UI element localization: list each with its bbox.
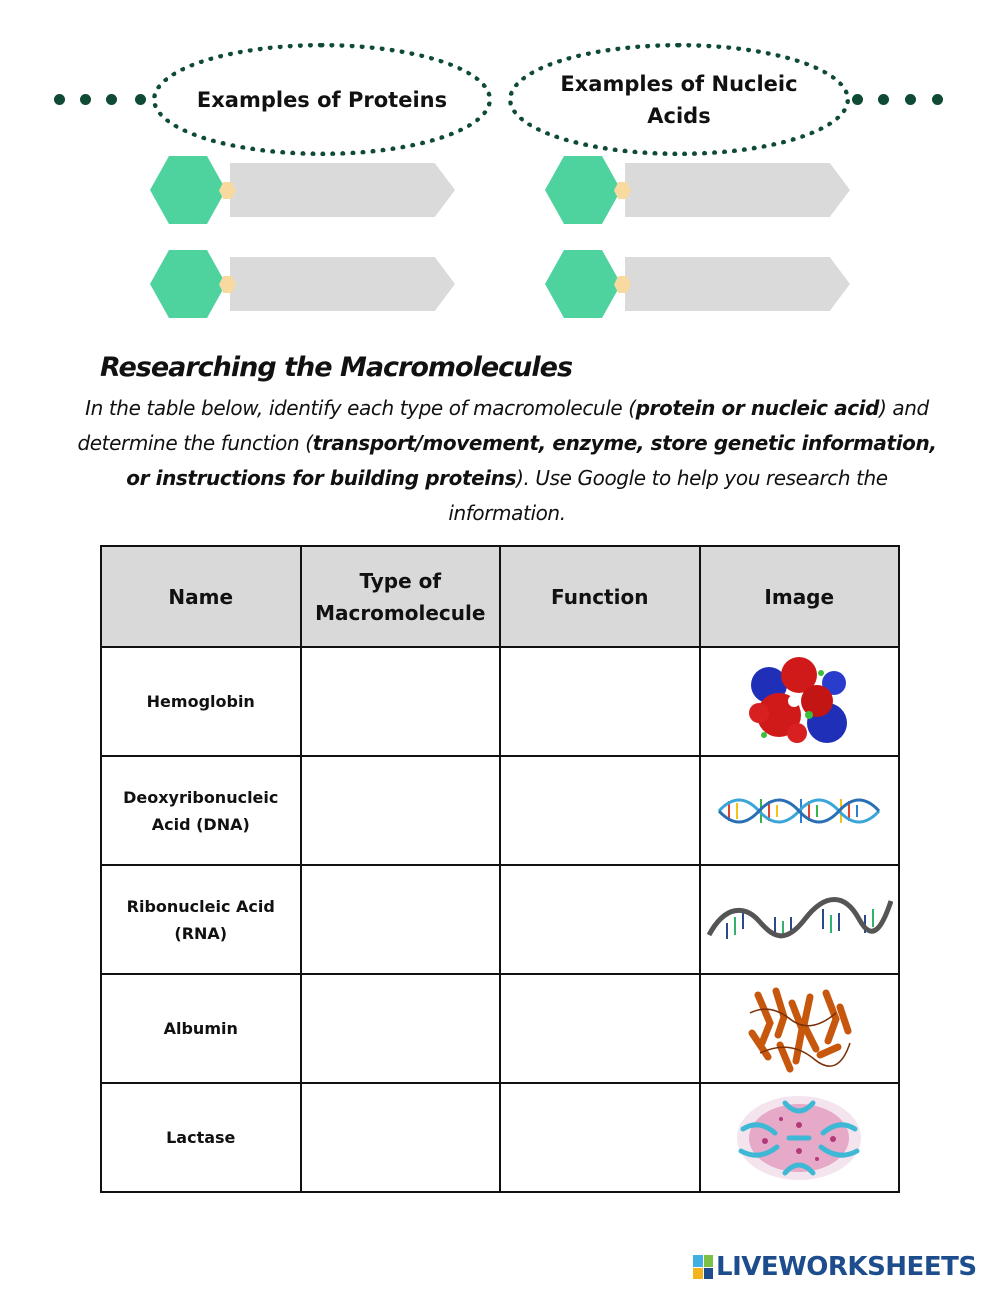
hexagon-icon [150,156,226,224]
hexagon-icon [545,250,621,318]
logo-icon [693,1255,713,1279]
section-title: Researching the Macromolecules [100,352,573,383]
function-cell[interactable] [500,647,700,756]
function-cell[interactable] [500,1083,700,1192]
decor-dot [106,94,117,105]
row-name: Lactase [101,1083,301,1192]
type-cell[interactable] [301,1083,501,1192]
image-cell [700,756,900,865]
albumin-image [740,983,858,1075]
rna-image [705,895,893,945]
protein-answer-2[interactable] [150,250,455,318]
decor-dot [878,94,889,105]
decor-dot [135,94,146,105]
image-cell [700,1083,900,1192]
type-cell[interactable] [301,974,501,1083]
nucleic-acids-oval [508,43,850,156]
image-cell [700,974,900,1083]
function-cell[interactable] [500,756,700,865]
table-header-row [101,546,899,647]
protein-answer-1[interactable] [150,156,455,224]
decor-dot [905,94,916,105]
decor-dot [852,94,863,105]
liveworksheets-logo [693,1252,977,1282]
proteins-label: Examples of Proteins [196,87,448,112]
nucleic-answer-1[interactable] [545,156,850,224]
nucleic-answer-2[interactable] [545,250,850,318]
instructions: In the table below, identify each type of macromolecule (protein or nucleic acid) and determine the function (transport/movement, enzyme, store genetic information, or instructions for building proteins). Use Google to help you research the information. [77,396,937,525]
answer-field[interactable] [230,257,455,311]
row-name: Albumin [101,974,301,1083]
row-name: Hemoglobin [101,647,301,756]
dna-image [717,791,882,831]
hexagon-icon [545,156,621,224]
table-row [101,974,899,1083]
table-row [101,865,899,974]
hexagon-icon [150,250,226,318]
type-cell[interactable] [301,756,501,865]
type-cell[interactable] [301,647,501,756]
nucleic-acids-label: Examples of Nucleic Acids [560,71,798,128]
logo-text: LIVEWORKSHEETS [716,1252,977,1282]
answer-field[interactable] [625,257,850,311]
header-function: Function [500,546,700,647]
table-row [101,647,899,756]
function-cell[interactable] [500,865,700,974]
header-image: Image [700,546,900,647]
row-name: Deoxyribonucleic Acid (DNA) [101,756,301,865]
answer-field[interactable] [230,163,455,217]
header-name: Name [101,546,301,647]
hemoglobin-image [739,653,859,751]
proteins-oval [152,43,492,156]
table-row [101,1083,899,1192]
decor-dot [80,94,91,105]
image-cell [700,647,900,756]
row-name: Ribonucleic Acid (RNA) [101,865,301,974]
type-cell[interactable] [301,865,501,974]
header-type: Type of Macromolecule [301,546,501,647]
table-row [101,756,899,865]
answer-field[interactable] [625,163,850,217]
decor-dot [54,94,65,105]
macromolecule-table [100,545,900,1193]
function-cell[interactable] [500,974,700,1083]
image-cell [700,865,900,974]
decor-dot [932,94,943,105]
lactase-image [735,1089,863,1187]
